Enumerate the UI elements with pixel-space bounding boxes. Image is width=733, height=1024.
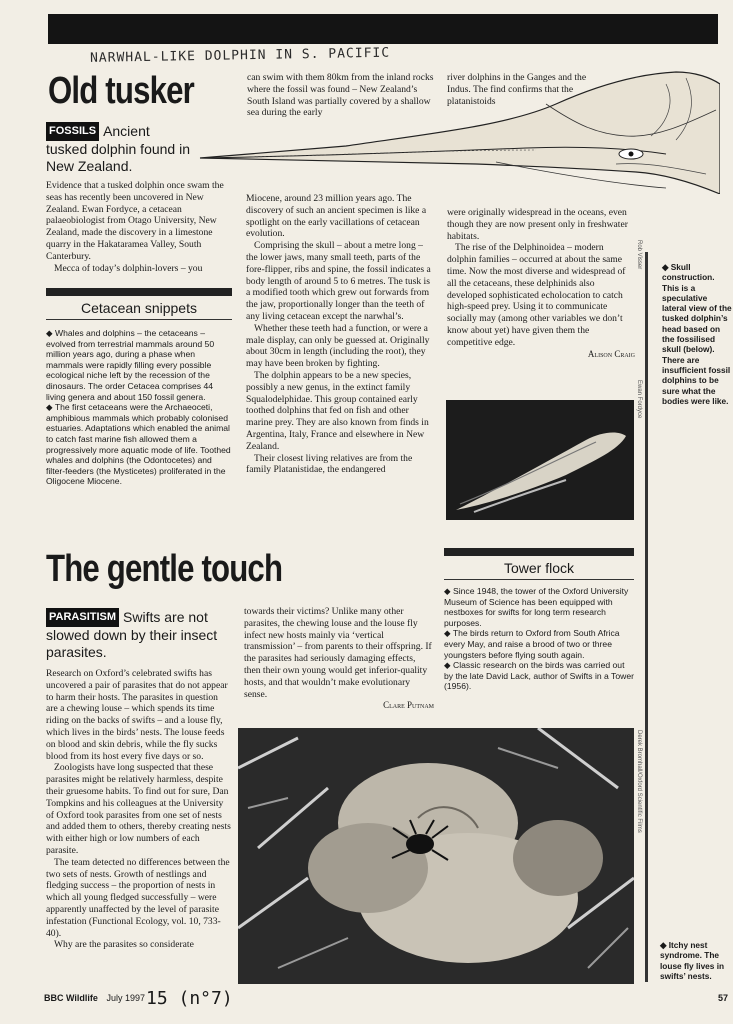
col3-top-text: river dolphins in the Ganges and the Indus. The find confirms that the platanistoids bbox=[447, 72, 587, 107]
page-number: 57 bbox=[718, 993, 729, 1003]
caption-text: Itchy nest syndrome. The louse fly lives in swifts’ nests. bbox=[660, 940, 725, 981]
caption-skull-construction: ◆ Skull construction. This is a speculative lateral view of the tusked dolphin’s head based on the fossilised skull (below). There are insufficient fossil dolphins to be sure what the bodies were like. bbox=[662, 262, 732, 406]
byline-clare-putnam: Clare Putnam bbox=[383, 700, 434, 711]
tusked-dolphin-illustration bbox=[196, 64, 720, 194]
deck-parasitism bbox=[46, 608, 232, 661]
right-column-rule bbox=[645, 252, 648, 982]
article2-col1-p1: Research on Oxford’s celebrated swifts has uncovered a pair of parasites that do not appear to harm their hosts. The parasites in question are a chewing louse – which spends its time riding on the backs of swifts – and a louse fly, which lives in the birds’ nests. The louse feeds on blood and skin debris, while the fly sucks blood from its host every five days or so. bbox=[46, 668, 228, 762]
tag-fossils: FOSSILS bbox=[46, 122, 99, 141]
article1-col1 bbox=[46, 180, 234, 274]
sidebar-item: ◆ Classic research on the birds was carried out by the late David Lack, author of Swifts in a Tower (1956). bbox=[444, 660, 634, 692]
headline-old-tusker: Old tusker bbox=[48, 70, 194, 112]
swift-nest-drawing bbox=[238, 728, 634, 984]
sidebar-item: ◆ Whales and dolphins – the cetaceans – evolved from terrestrial mammals around 50 million years ago, during a phase when mammals were rapidly filling every possible ecological niche left by the recession of the dinosaurs. The order Cetacea comprises 44 living genera and about 150 fossil genera. bbox=[46, 328, 215, 402]
sidebar-title: Cetacean snippets bbox=[46, 296, 232, 320]
article2-col1-p3: The team detected no differences between the two sets of nests. Growth of nestlings and fledging success – the proportion of nests in which all young fledged successfully – were apparently unaffected by the level of parasite infestation (Functional Ecology, vol. 10, 733-40). bbox=[46, 856, 230, 939]
article1-col1-p1: Evidence that a tusked dolphin once swam the seas has recently been uncovered in New Zealand. Ewan Fordyce, a cetacean palaeobiologist from Otago University, New Zealand, made the discovery in a limestone quarry in the Hakataramea Valley, South Canterbury. bbox=[46, 180, 224, 262]
footer-magazine-name: BBC Wildlife bbox=[44, 993, 98, 1003]
article1-col3-p2: The rise of the Delphinoidea – modern dolphin families – occurred at about the same time. Now the most diverse and widespread of all the cetaceans, these delphinids also developed sophisticated echolocation to catch high-speed prey. Using it to communicate socially may (among other variables we don’t know about yet) have given them the competitive edge. bbox=[447, 242, 626, 348]
footer-date: July 1997 bbox=[106, 993, 145, 1003]
handwritten-note: NARWHAL-LIKE DOLPHIN IN S. PACIFIC bbox=[89, 45, 391, 66]
article1-col2-p2: Comprising the skull – about a metre long – the lower jaws, many small teeth, parts of the fore-flipper, ribs and spine, the fossil indicates a body length of around 5 to 6 metres. The tusk is a modified tooth which grew out forwards from the jaw, proportionally longer than the teeth of any living cetacean except the narwhal’s. bbox=[246, 240, 431, 322]
sidebar-body bbox=[46, 328, 232, 487]
article1-col2 bbox=[246, 193, 436, 476]
sidebar-item: ◆ The birds return to Oxford from South Africa every May, and raise a brood of two or three youngsters before flying south again. bbox=[444, 628, 620, 660]
article1-col2-p1: Miocene, around 23 million years ago. The discovery of such an ancient specimen is like a spotlight on the early vacillations of cetacean evolution. bbox=[246, 193, 427, 240]
article1-col2-p3: Whether these teeth had a function, or were a male display, can only be guessed at. Originally about 30cm in length (including the root), they may have been broken by fighting. bbox=[246, 322, 430, 370]
sidebar-item-text: Whales and dolphins – the cetaceans – evolved from terrestrial mammals around 50 million years ago, during a phase when mammals were rapidly filling every possible ecological niche left by the recession of the dinosaurs. The order Cetacea comprises 44 living genera and about 150 fossil genera. bbox=[46, 328, 215, 402]
fossil-skull-photo bbox=[446, 400, 634, 520]
caption-itchy-nest: ◆ Itchy nest syndrome. The louse fly lives in swifts’ nests. bbox=[660, 940, 725, 981]
credit-photo-fordyce: Ewan Fordyce bbox=[636, 380, 642, 419]
article2-col1 bbox=[46, 668, 232, 951]
deck-fossils bbox=[46, 122, 194, 175]
sidebar-bar bbox=[46, 288, 232, 296]
article2-col1-p4: Why are the parasites so considerate bbox=[54, 939, 194, 951]
sidebar-item-text: The birds return to Oxford from South Africa every May, and raise a brood of two or three youngsters before flying south again. bbox=[444, 628, 620, 660]
article1-col3 bbox=[447, 207, 635, 360]
sidebar-body bbox=[444, 586, 634, 692]
deck-text: Ancient tusked dolphin found in New Zealand. bbox=[46, 123, 190, 174]
sidebar-item: ◆ The first cetaceans were the Archaeoceti, amphibious mammals which probably colonised estuaries. Adaptations which enabled the animal to catch fast marine fish allowed them a progressively more aquatic mode of life. Toothed whales and dolphins (the Odontocetes) and filter-feeders (the Mysticetes) proliferated in the Oligocene Miocene. bbox=[46, 402, 231, 487]
tower-flock-sidebar bbox=[444, 548, 634, 692]
sidebar-bar bbox=[444, 548, 634, 556]
article1-col1-p2: Mecca of today’s dolphin-lovers – you bbox=[54, 262, 203, 274]
article1-col3-p1: were originally widespread in the oceans, even though they are now present only in freshwater habitats. bbox=[447, 207, 628, 242]
deck-text: Swifts are not slowed down by their insect parasites. bbox=[46, 609, 218, 660]
footer-magazine bbox=[44, 993, 145, 1003]
credit-illustration: Rob Visser bbox=[636, 240, 642, 270]
footer-handwritten: 15 (n°7) bbox=[146, 988, 233, 1009]
article1-col2-p5: Their closest living relatives are from the family Platanistidae, the endangered bbox=[246, 452, 413, 476]
article1-col2-p4: The dolphin appears to be a new species, possibly a new genus, in the extinct family Squalodelphidae. This group contained early toothed dolphins that fed on fish and other marine prey. They are also known from finds in Argentina, Italy, France and elsewhere in New Zealand. bbox=[246, 369, 429, 452]
credit-photo-bromhall: Derek Bromhall/Oxford Scientific Films bbox=[636, 730, 642, 833]
sidebar-item-text: The first cetaceans were the Archaeoceti, amphibious mammals which probably colonised estuaries. Adaptations which enabled the animal to catch fast marine fish allowed them a progressively more aquatic mode of life. Toothed whales and dolphins (the Odontocetes) and filter-feeders (the Mysticetes) proliferated in the Oligocene Miocene. bbox=[46, 402, 231, 487]
sidebar-item-text: Since 1948, the tower of the Oxford University Museum of Science has been equipped with nestboxes for swifts for long term research purposes. bbox=[444, 586, 629, 628]
cetacean-snippets-sidebar bbox=[46, 288, 232, 487]
sidebar-item: ◆ Since 1948, the tower of the Oxford University Museum of Science has been equipped with nestboxes for swifts for long term research purposes. bbox=[444, 586, 629, 628]
headline-gentle-touch: The gentle touch bbox=[46, 548, 283, 590]
col2-top-text: can swim with them 80km from the inland rocks where the fossil was found – New Zealand’s South Island was partially covered by a shallow sea during the early bbox=[247, 72, 434, 119]
article2-col2-p1: towards their victims? Unlike many other parasites, the chewing louse and the louse fly infect new hosts mainly via ‘vertical transmission’ – from parents to their offspring. If the parasites had seriously damaging effects, then their own young would get inferior-quality hosts, and that wouldn’t make evolutionary sense. bbox=[244, 606, 432, 700]
byline-alison-craig: Alison Craig bbox=[587, 348, 635, 359]
sidebar-title: Tower flock bbox=[444, 556, 634, 580]
top-black-band bbox=[48, 14, 718, 44]
swift-nest-photo bbox=[238, 728, 634, 984]
tag-parasitism: PARASITISM bbox=[46, 608, 119, 627]
article2-col2 bbox=[244, 606, 434, 712]
caption-text: Skull construction. This is a speculative lateral view of the tusked dolphin’s head based on the fossilised skull (below). There are insufficient fossil dolphins to be sure what the bodies were like. bbox=[662, 262, 732, 406]
fossil-skull-drawing bbox=[446, 400, 634, 520]
article2-col1-p2: Zoologists have long suspected that these parasites might be relatively harmless, despite their gruesome habits. To find out for sure, Dan Tompkins and his colleagues at the University of Oxford took parasites from one set of nests and added them to others, thereby creating nests with either high or low numbers of each parasite. bbox=[46, 762, 231, 856]
sidebar-item-text: Classic research on the birds was carried out by the late David Lack, author of Swifts in a Tower (1956). bbox=[444, 660, 634, 692]
